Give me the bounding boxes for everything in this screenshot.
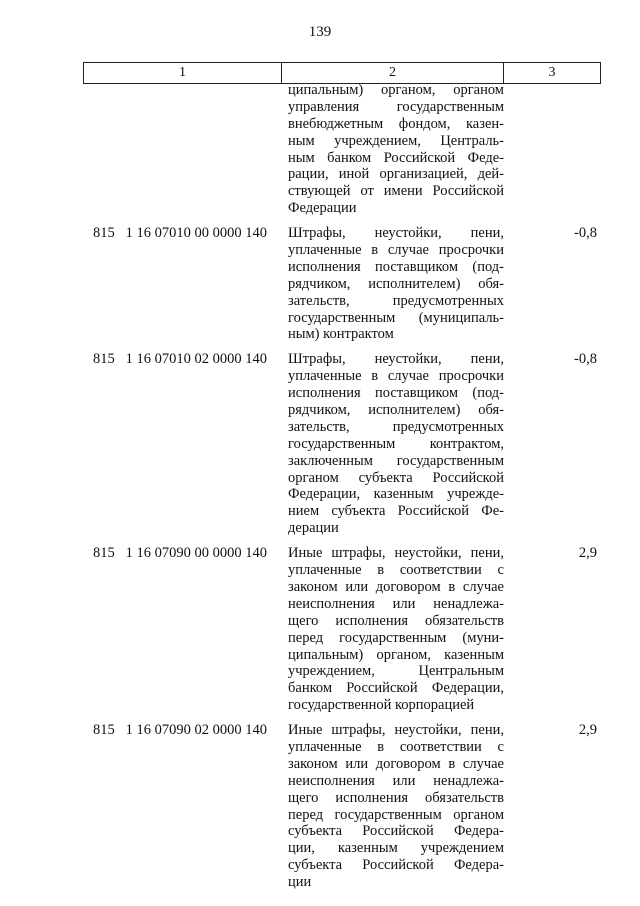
description-line: неисполнения или ненадлежа- [288,772,504,789]
amount-value: 2,9 [578,545,597,562]
description-line: ципальным) органом, органом [288,82,504,98]
description-line: субъекта Российской Федера- [288,823,504,840]
description-line: перед государственным (муни- [288,629,504,646]
page-number: 139 [308,24,332,40]
table-row [83,82,601,217]
description-line: рации, иной организацией, дей- [288,166,504,183]
description-line: ции [288,874,312,891]
description [288,82,504,217]
description [288,545,504,714]
amount-value: -0,8 [574,225,597,242]
table-row [83,545,601,714]
description-line: управления государственным [288,98,504,115]
description-line: уплаченные в случае просрочки [288,242,504,259]
table-header [83,62,601,84]
description [288,722,504,891]
amount-value: -0,8 [574,351,597,368]
amount-value [504,82,601,217]
description-line: органом субъекта Российской [288,469,504,486]
description-line: ным банком Российской Феде- [288,149,504,166]
budget-code: 815 1 16 07010 00 0000 140 [93,225,267,242]
description-line: неисполнения или ненадлежа- [288,595,504,612]
description-line: перед государственным органом [288,806,504,823]
table-row [83,225,601,343]
description-line: исполнения поставщиком (под- [288,385,504,402]
header-col-3: 3 [548,65,556,80]
description-line: зательств, предусмотренных [288,418,504,435]
description-line: уплаченные в случае просрочки [288,368,504,385]
description-line: Иные штрафы, неустойки, пени, [288,545,504,562]
description-line: Федерации, казенным учрежде- [288,486,504,503]
header-col-2: 2 [282,63,504,83]
description-line: государственным контрактом, [288,435,504,452]
description [288,351,504,537]
amount-value: 2,9 [578,722,597,739]
description-line: Штрафы, неустойки, пени, [288,225,504,242]
table-body [83,84,601,899]
description-line: нием субъекта Российской Фе- [288,503,504,520]
description-line: Федерации [288,200,357,217]
description-line: государственным (муниципаль- [288,309,504,326]
description-line: законом или договором в случае [288,578,504,595]
description-line: ным учреждением, Централь- [288,132,504,149]
table-row [83,351,601,537]
description-line: учреждением, Центральным [288,663,504,680]
description-line: рядчиком, исполнителем) обя- [288,275,504,292]
description-line: ствующей от имени Российской [288,183,504,200]
description-line: исполнения поставщиком (под- [288,258,504,275]
description-line: банком Российской Федерации, [288,680,504,697]
description [288,225,504,343]
description-line: щего исполнения обязательств [288,789,504,806]
description-line: уплаченные в соответствии с [288,562,504,579]
description-line: Штрафы, неустойки, пени, [288,351,504,368]
description-line: зательств, предусмотренных [288,292,504,309]
description-line: ным) контрактом [288,326,394,343]
description-line: внебюджетным фондом, казен- [288,115,504,132]
header-col-1: 1 [84,63,282,83]
budget-code: 815 1 16 07090 00 0000 140 [93,545,267,562]
description-line: субъекта Российской Федера- [288,857,504,874]
budget-code: 815 1 16 07010 02 0000 140 [93,351,267,368]
description-line: рядчиком, исполнителем) обя- [288,402,504,419]
budget-code: 815 1 16 07090 02 0000 140 [93,722,267,739]
description-line: уплаченные в соответствии с [288,738,504,755]
description-line: дерации [288,520,339,537]
budget-code [83,82,288,217]
description-line: ципальным) органом, казенным [288,646,504,663]
table-row [83,722,601,891]
description-line: заключенным государственным [288,452,504,469]
description-line: ции, казенным учреждением [288,840,504,857]
description-line: государственной корпорацией [288,697,475,714]
description-line: Иные штрафы, неустойки, пени, [288,722,504,739]
description-line: законом или договором в случае [288,755,504,772]
description-line: щего исполнения обязательств [288,612,504,629]
